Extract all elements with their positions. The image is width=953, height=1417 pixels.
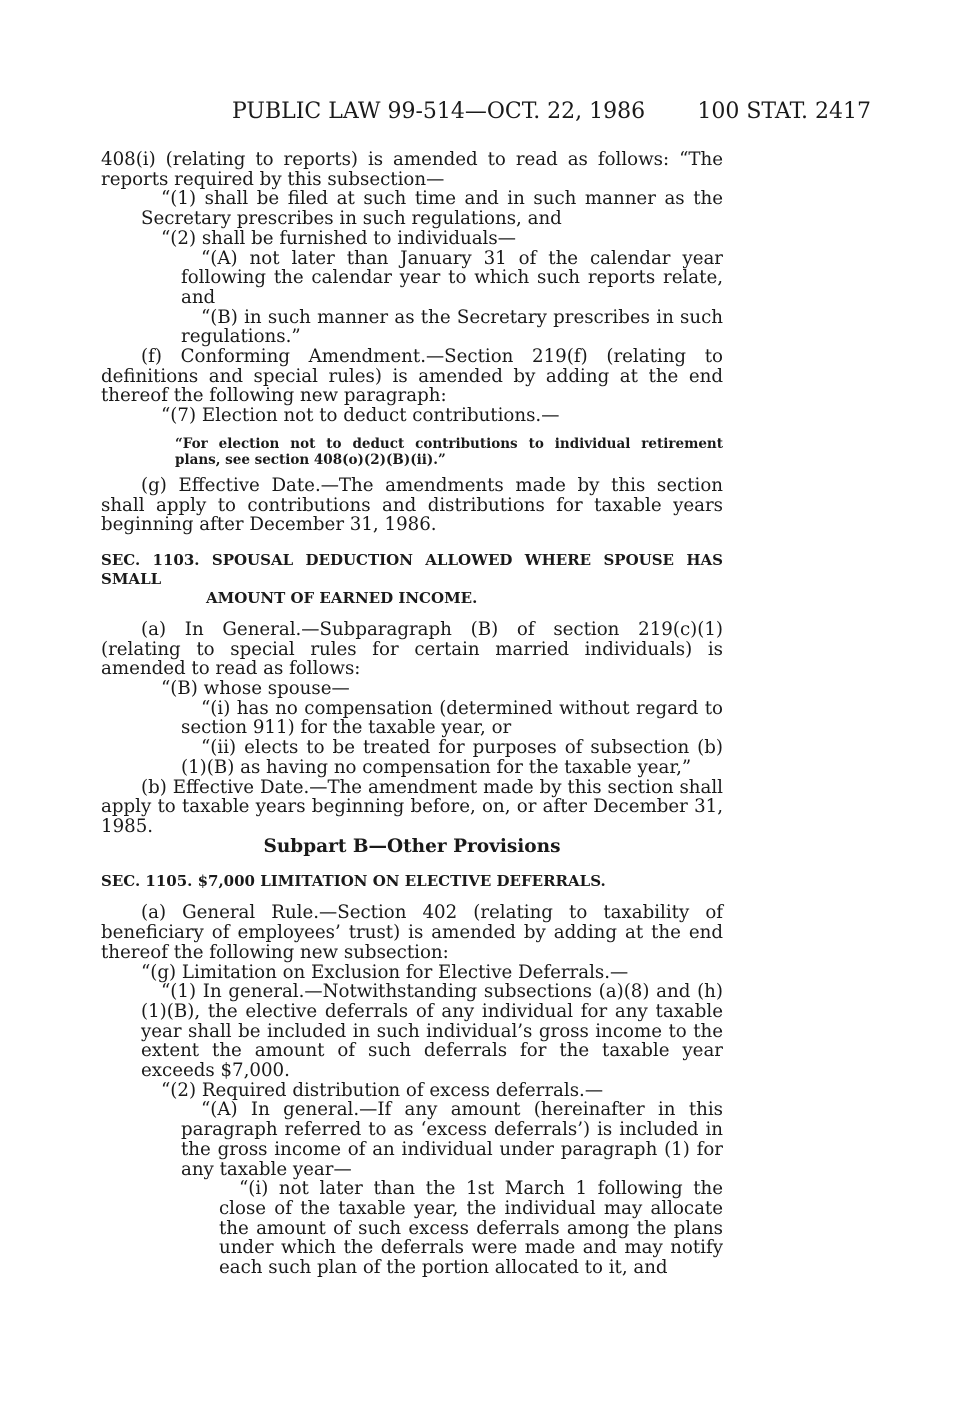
paragraph-effective-date: (b) Effective Date.—The amendment made by this section shall apply to taxable years beginning before, on, or after December 31, 1985. [101, 776, 723, 837]
paragraph-effective-date: (g) Effective Date.—The amendments made by this section shall apply to contributions and distributions for taxable years beginning after December 31, 1986. [101, 474, 723, 536]
paragraph: “(1) In general.—Notwithstanding subsections (a)(8) and (h)(1)(B), the elective deferrals of any individual for any taxable year shall be included in such individual’s gross income to the extent the amount of such deferrals for the taxable year exceeds $7,000. [141, 981, 723, 1082]
paragraph: “(A) In general.—If any amount (hereinafter in this paragraph referred to as ‘excess deferrals’) is included in the gross income of an individual under paragraph (1) for any taxable year— [181, 1099, 723, 1180]
paragraph: “(A) not later than January 31 of the calendar year following the calendar year to which such reports relate, and [181, 247, 723, 308]
paragraph: “(1) shall be filed at such time and in such manner as the Secretary prescribes in such regulations, and [141, 188, 723, 230]
section-heading-1103: SEC. 1103. SPOUSAL DEDUCTION ALLOWED WHERE SPOUSE HAS SMALL AMOUNT OF EARNED INCOME. [101, 550, 723, 607]
paragraph: “(i) not later than the 1st March 1 following the close of the taxable year, the individual may allocate the amount of such excess deferrals among the plans under which the deferrals were made and may notify each such plan of the portion allocated to it, and [219, 1178, 723, 1279]
paragraph: “(g) Limitation on Exclusion for Elective Deferrals.— [141, 961, 629, 983]
subpart-heading: Subpart B—Other Provisions [263, 835, 561, 857]
statute-page-number: 100 STAT. 2417 [697, 99, 871, 124]
paragraph: “(i) has no compensation (determined without regard to section 911) for the taxable year, or [181, 697, 723, 739]
paragraph: “(B) whose spouse— [161, 678, 350, 700]
document-body [101, 150, 723, 1278]
running-header: PUBLIC LAW 99-514—OCT. 22, 1986 [232, 99, 646, 124]
section-heading-1105: SEC. 1105. $7,000 LIMITATION ON ELECTIVE DEFERRALS. [101, 872, 606, 891]
paragraph-general-rule: (a) General Rule.—Section 402 (relating to taxability of beneficiary of employees’ trust) is amended by adding at the end thereof the following new subsection: [101, 902, 723, 963]
paragraph: 408(i) (relating to reports) is amended to read as follows: “The reports required by this subsection— [101, 149, 723, 190]
cross-reference-note: “For election not to deduct contributions to individual retirement plans, see section 408(o)(2)(B)(ii).” [175, 435, 723, 468]
paragraph: “(2) shall be furnished to individuals— [161, 227, 516, 249]
paragraph: “(2) Required distribution of excess deferrals.— [161, 1079, 604, 1101]
paragraph: “(ii) elects to be treated for purposes of subsection (b)(1)(B) as having no compensation for the taxable year,” [181, 737, 723, 778]
paragraph: “(7) Election not to deduct contributions.— [161, 405, 560, 427]
paragraph-conforming-amendment: (f) Conforming Amendment.—Section 219(f) (relating to definitions and special rules) is amended by adding at the end thereof the following new paragraph: [101, 346, 723, 407]
paragraph-in-general: (a) In General.—Subparagraph (B) of section 219(c)(1) (relating to special rules for certain married individuals) is amended to read as follows: [101, 618, 723, 680]
paragraph: “(B) in such manner as the Secretary prescribes in such regulations.” [181, 306, 723, 348]
